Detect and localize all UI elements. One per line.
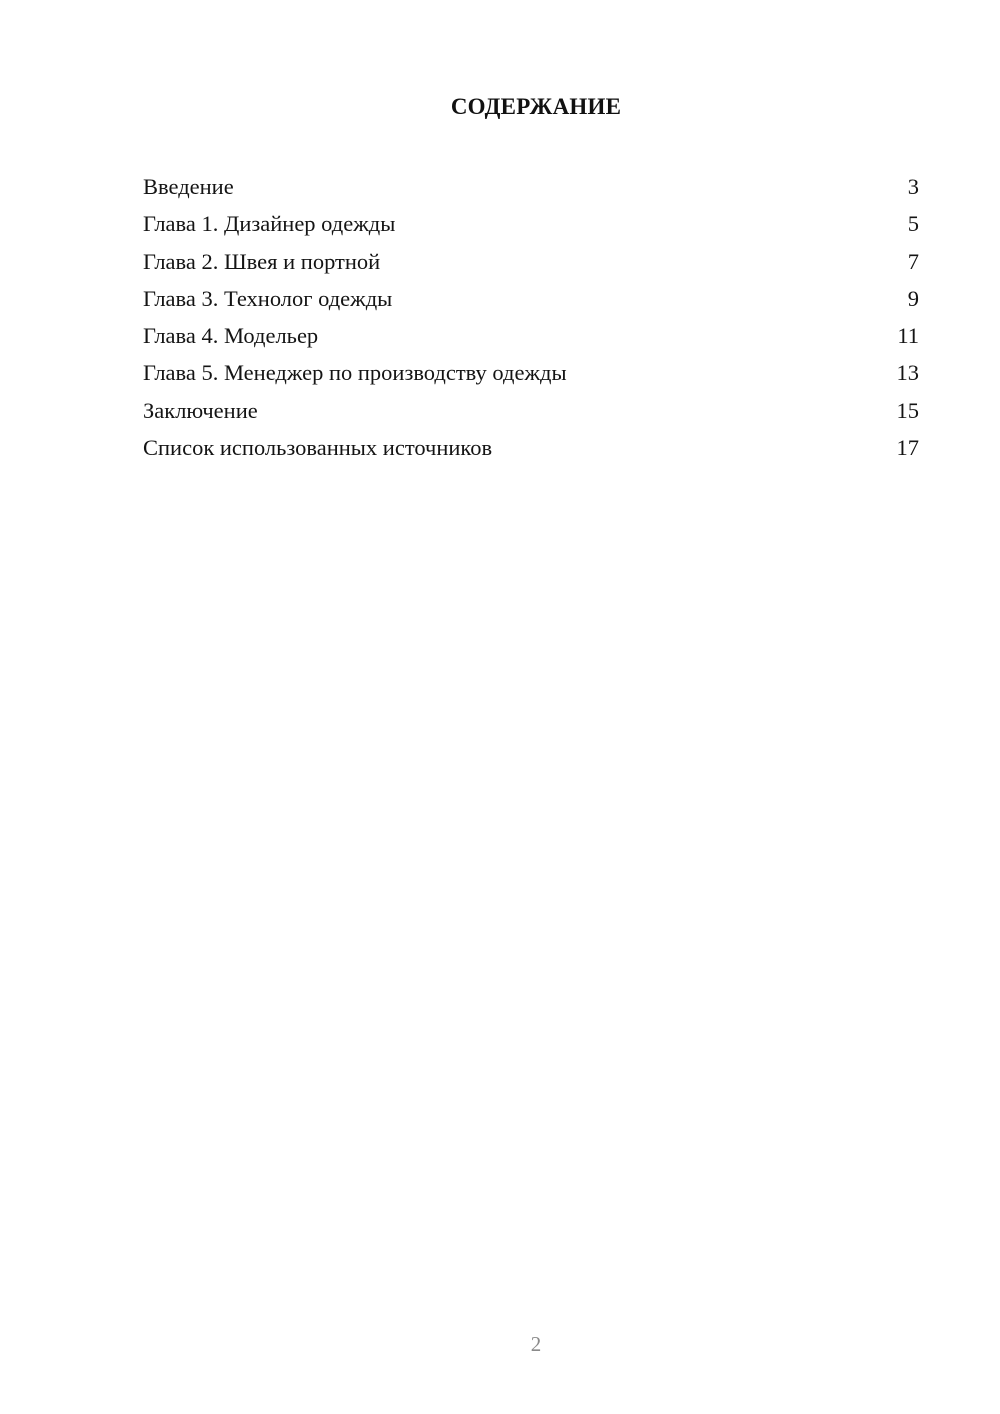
toc-entry-page: 11	[897, 323, 919, 349]
table-of-contents	[143, 168, 919, 466]
toc-entry-references[interactable]	[143, 429, 919, 466]
toc-entry-page: 17	[896, 435, 919, 461]
toc-entry-chapter-3[interactable]	[143, 280, 919, 317]
toc-entry-page: 7	[907, 248, 919, 274]
toc-entry-label: Глава 4. Модельер	[143, 323, 319, 349]
toc-entry-label: Глава 5. Менеджер по производству одежды	[143, 360, 567, 386]
toc-entry-page: 9	[907, 285, 919, 311]
toc-entry-label: Глава 2. Швея и портной	[143, 248, 381, 274]
toc-entry-label: Список использованных источников	[143, 435, 493, 461]
toc-entry-page: 5	[907, 211, 919, 237]
toc-entry-page: 13	[896, 360, 919, 386]
toc-entry-label: Введение	[143, 174, 234, 199]
toc-entry-chapter-1[interactable]	[143, 205, 919, 242]
toc-entry-conclusion[interactable]	[143, 392, 919, 429]
toc-entry-chapter-4[interactable]	[143, 317, 919, 354]
page-number: 2	[530, 1332, 542, 1356]
toc-entry-label: Глава 3. Технолог одежды	[143, 285, 393, 311]
toc-entry-chapter-2[interactable]	[143, 243, 919, 280]
toc-entry-page: 15	[896, 397, 919, 423]
toc-entry-label: Глава 1. Дизайнер одежды	[143, 211, 396, 237]
toc-entry-page: 3	[907, 174, 919, 199]
page-title: СОДЕРЖАНИЕ	[450, 94, 622, 119]
toc-entry-introduction[interactable]	[143, 168, 919, 205]
toc-entry-label: Заключение	[143, 397, 258, 423]
toc-entry-chapter-5[interactable]	[143, 354, 919, 391]
